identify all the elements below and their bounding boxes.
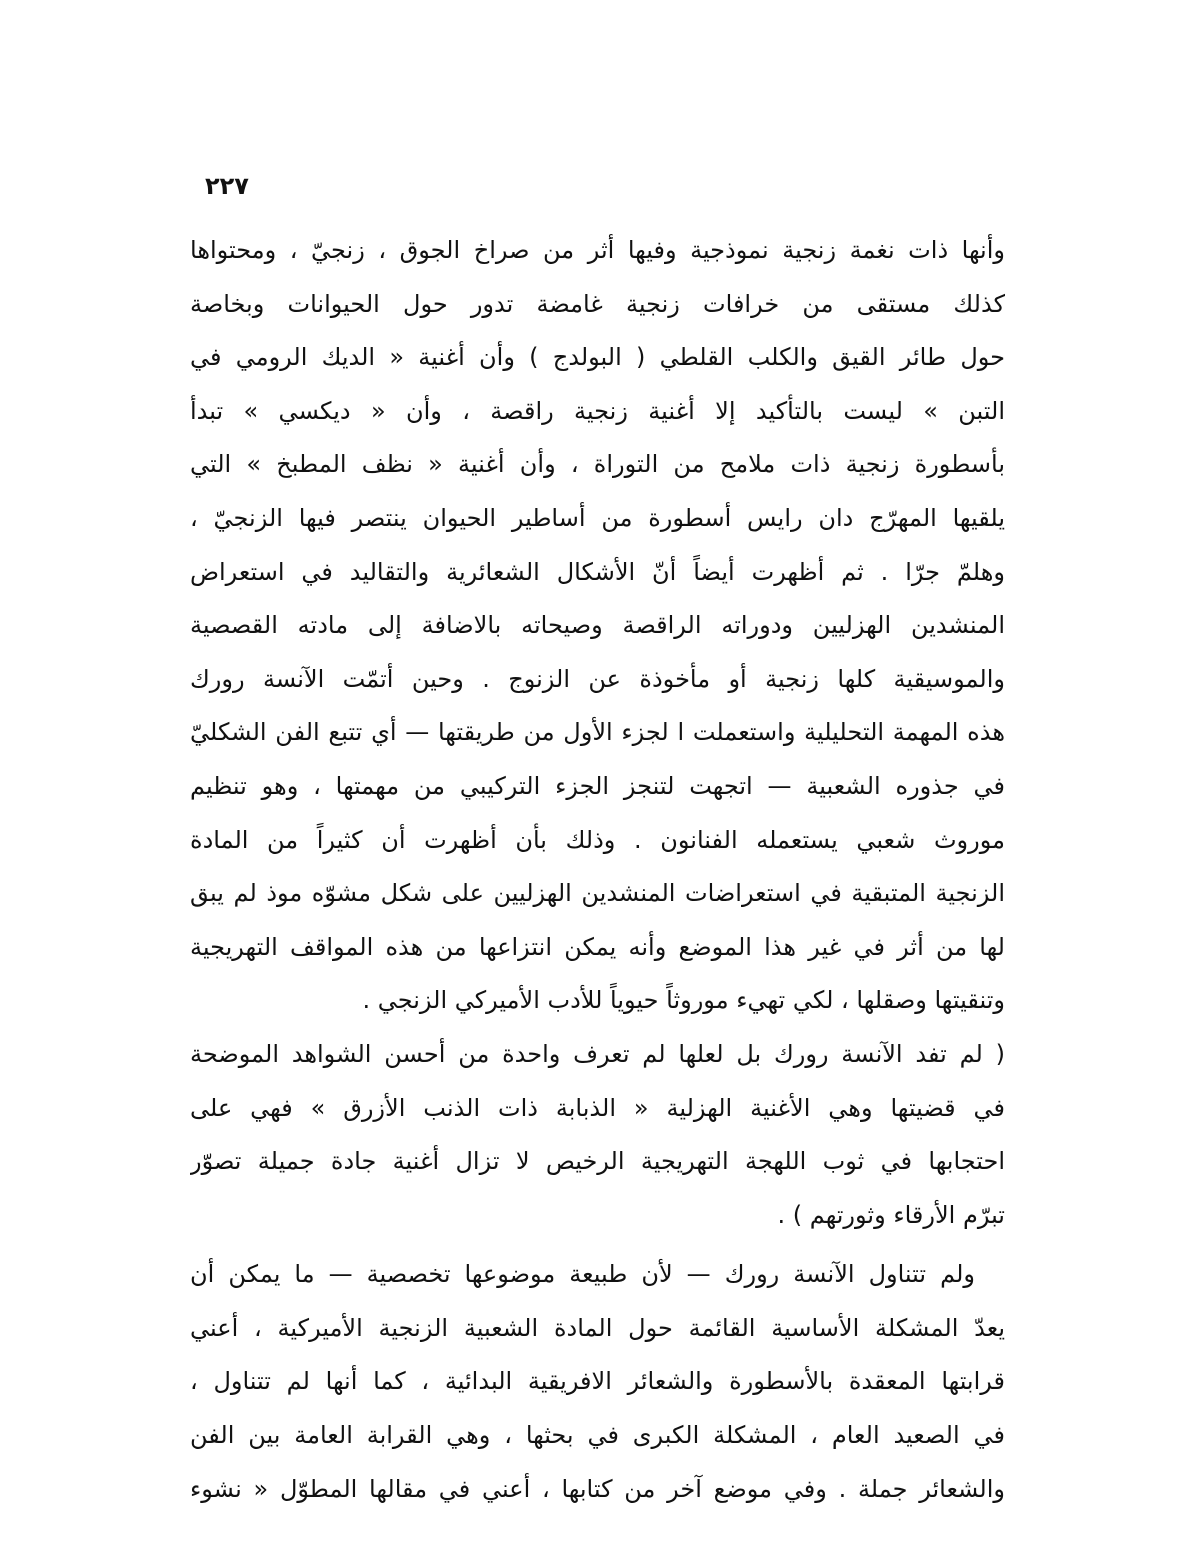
text-line: لها من أثر في غير هذا الموضع وأنه يمكن انتزاعها من هذه المواقف التهريجية (190, 932, 1005, 961)
text-line: وأنها ذات نغمة زنجية نموذجية وفيها أثر من صراخ الجوق ، زنجيّ ، ومحتواها (190, 236, 1005, 264)
text-line: بأسطورة زنجية ذات ملامح من التوراة ، وأن أغنية « نظف المطبخ » التي (190, 450, 1005, 479)
text-line: المنشدين الهزليين ودوراته الراقصة وصيحاته بالاضافة إلى مادته القصصية (190, 611, 1005, 640)
text-line: قرابتها المعقدة بالأسطورة والشعائر الافريقية البدائية ، كما أنها لم تتناول ، (190, 1367, 1005, 1396)
text-line: احتجابها في ثوب اللهجة التهريجية الرخيص لا تزال أغنية جادة جميلة تصوّر (190, 1147, 1005, 1176)
text-line: في جذوره الشعبية — اتجهت لتنجز الجزء التركيبي من مهمتها ، وهو تنظيم (190, 771, 1005, 800)
text-line: وهلمّ جرّا . ثم أظهرت أيضاً أنّ الأشكال الشعائرية والتقاليد في استعراض (190, 557, 1005, 586)
text-line: وتنقيتها وصقلها ، لكي تهيء موروثاً حيوياً للأدب الأميركي الزنجي . (362, 986, 1005, 1015)
text-line: ( لم تفد الآنسة رورك بل لعلها لم تعرف واحدة من أحسن الشواهد الموضحة (190, 1039, 1005, 1068)
body-text (190, 224, 1005, 1516)
text-line: تبرّم الأرقاء وثورتهم ) . (777, 1200, 1005, 1229)
page-number: ٢٢٧ (205, 172, 249, 200)
text-line: التبن » ليست بالتأكيد إلا أغنية زنجية راقصة ، وأن « ديكسي » تبدأ (190, 396, 1005, 425)
paragraph-1 (190, 224, 1005, 1242)
text-line: يعدّ المشكلة الأساسية القائمة حول المادة الشعبية الزنجية الأميركية ، أعني (190, 1313, 1005, 1342)
text-line: الزنجية المتبقية في استعراضات المنشدين الهزليين على شكل مشوّه موذ لم يبق (190, 879, 1005, 908)
text-line: يلقيها المهرّج دان رايس أسطورة من أساطير الحيوان ينتصر فيها الزنجيّ ، (190, 503, 1005, 532)
text-line: موروث شعبي يستعمله الفنانون . وذلك بأن أظهرت أن كثيراً من المادة (190, 825, 1005, 854)
paragraph-2 (190, 1248, 1005, 1516)
text-line: كذلك مستقى من خرافات زنجية غامضة تدور حول الحيوانات وبخاصة (190, 289, 1005, 318)
text-line: ولم تتناول الآنسة رورك — لأن طبيعة موضوعها تخصصية — ما يمكن أن (190, 1260, 975, 1289)
text-line: حول طائر القيق والكلب القلطي ( البولدج ) وأن أغنية « الديك الرومي في (190, 343, 1005, 372)
text-line: في قضيتها وهي الأغنية الهزلية « الذبابة ذات الذنب الأزرق » فهي على (190, 1093, 1005, 1122)
text-line: والشعائر جملة . وفي موضع آخر من كتابها ، أعني في مقالها المطوّل « نشوء (190, 1474, 1005, 1503)
text-line: في الصعيد العام ، المشكلة الكبرى في بحثها ، وهي القرابة العامة بين الفن (190, 1421, 1005, 1450)
text-line: هذه المهمة التحليلية واستعملت ا لجزء الأول من طريقتها — أي تتبع الفن الشكليّ (190, 718, 1005, 747)
text-line: والموسيقية كلها زنجية أو مأخوذة عن الزنوج . وحين أتمّت الآنسة رورك (190, 664, 1005, 693)
